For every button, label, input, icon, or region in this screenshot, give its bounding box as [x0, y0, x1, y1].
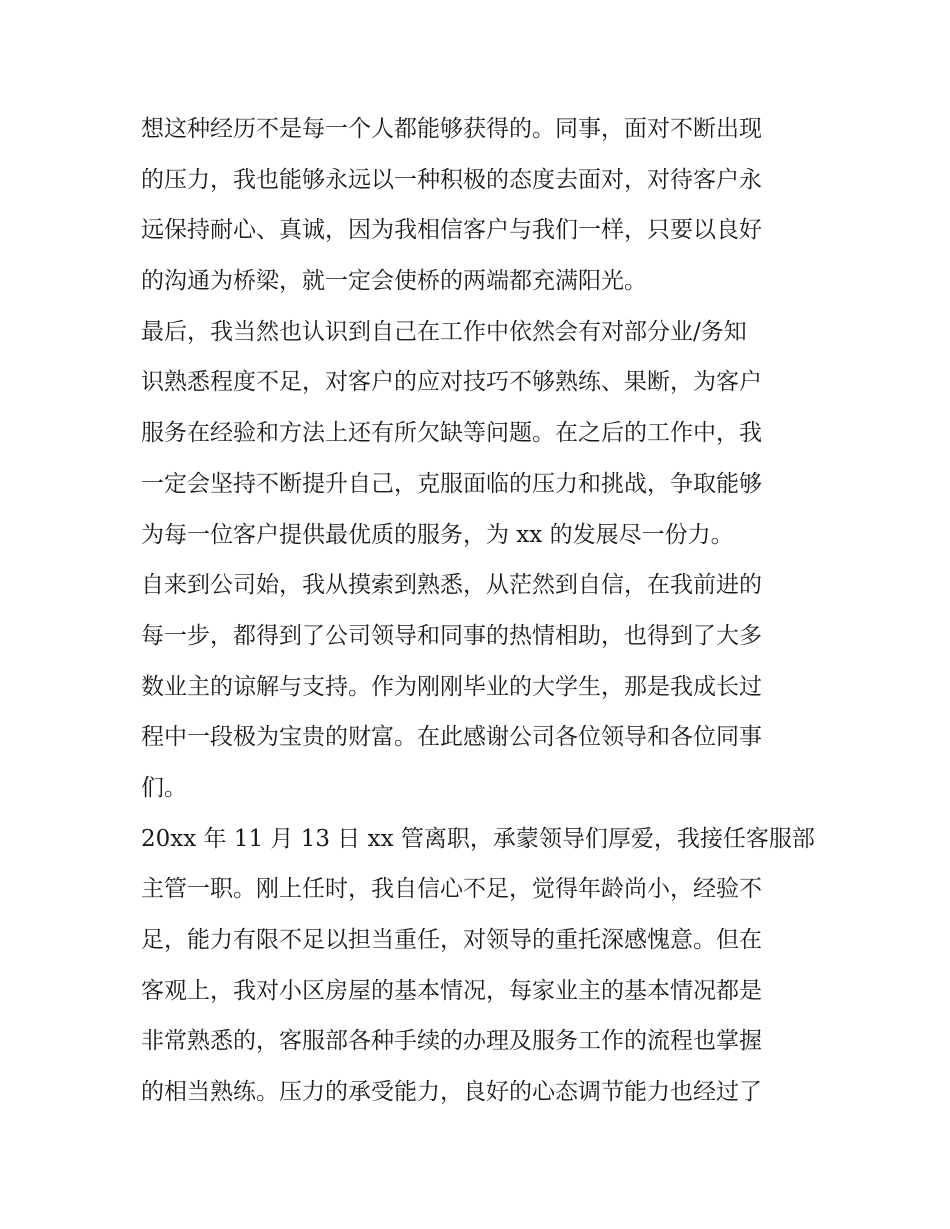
- text-line: 服务在经验和方法上还有所欠缺等问题。在之后的工作中，我: [141, 420, 762, 447]
- text-line: 远保持耐心、真诚，因为我相信客户与我们一样，只要以良好: [141, 217, 762, 244]
- text-line: 数业主的谅解与支持。作为刚刚毕业的大学生，那是我成长过: [141, 673, 762, 700]
- text-line: 非常熟悉的，客服部各种手续的办理及服务工作的流程也掌握: [141, 1028, 762, 1055]
- text-line: 想这种经历不是每一个人都能够获得的。同事，面对不断出现: [141, 116, 762, 142]
- text-line: 足，能力有限不足以担当重任，对领导的重托深感愧意。但在: [141, 927, 762, 953]
- text-line: 客观上，我对小区房屋的基本情况，每家业主的基本情况都是: [141, 977, 762, 1004]
- text-line: 识熟悉程度不足，对客户的应对技巧不够熟练、果断，为客户: [141, 369, 762, 396]
- text-line: 的相当熟练。压力的承受能力，良好的心态调节能力也经过了: [141, 1079, 762, 1106]
- body-text: [141, 104, 816, 1118]
- text-line: 为每一位客户提供最优质的服务，为 xx 的发展尽一份力。: [141, 521, 734, 548]
- text-line: 自来到公司始，我从摸索到熟悉，从茫然到自信，在我前进的: [141, 572, 762, 599]
- text-line: 程中一段极为宝贵的财富。在此感谢公司各位领导和各位同事: [141, 724, 762, 751]
- text-line: 20xx 年 11 月 13 日 xx 管离职，承蒙领导们厚爱，我接任客服部: [141, 825, 815, 852]
- text-line: 们。: [141, 774, 187, 801]
- text-line: 的沟通为桥梁，就一定会使桥的两端都充满阳光。: [141, 268, 647, 295]
- text-line: 主管一职。刚上任时，我自信心不足，觉得年龄尚小，经验不: [141, 876, 762, 903]
- text-line: 一定会坚持不断提升自己，克服面临的压力和挑战，争取能够: [141, 470, 762, 497]
- text-line: 最后，我当然也认识到自己在工作中依然会有对部分业/务知: [141, 318, 747, 345]
- text-line: 的压力，我也能够永远以一种积极的态度去面对，对待客户永: [141, 166, 762, 193]
- text-line: 每一步，都得到了公司领导和同事的热情相助，也得到了大多: [141, 622, 762, 649]
